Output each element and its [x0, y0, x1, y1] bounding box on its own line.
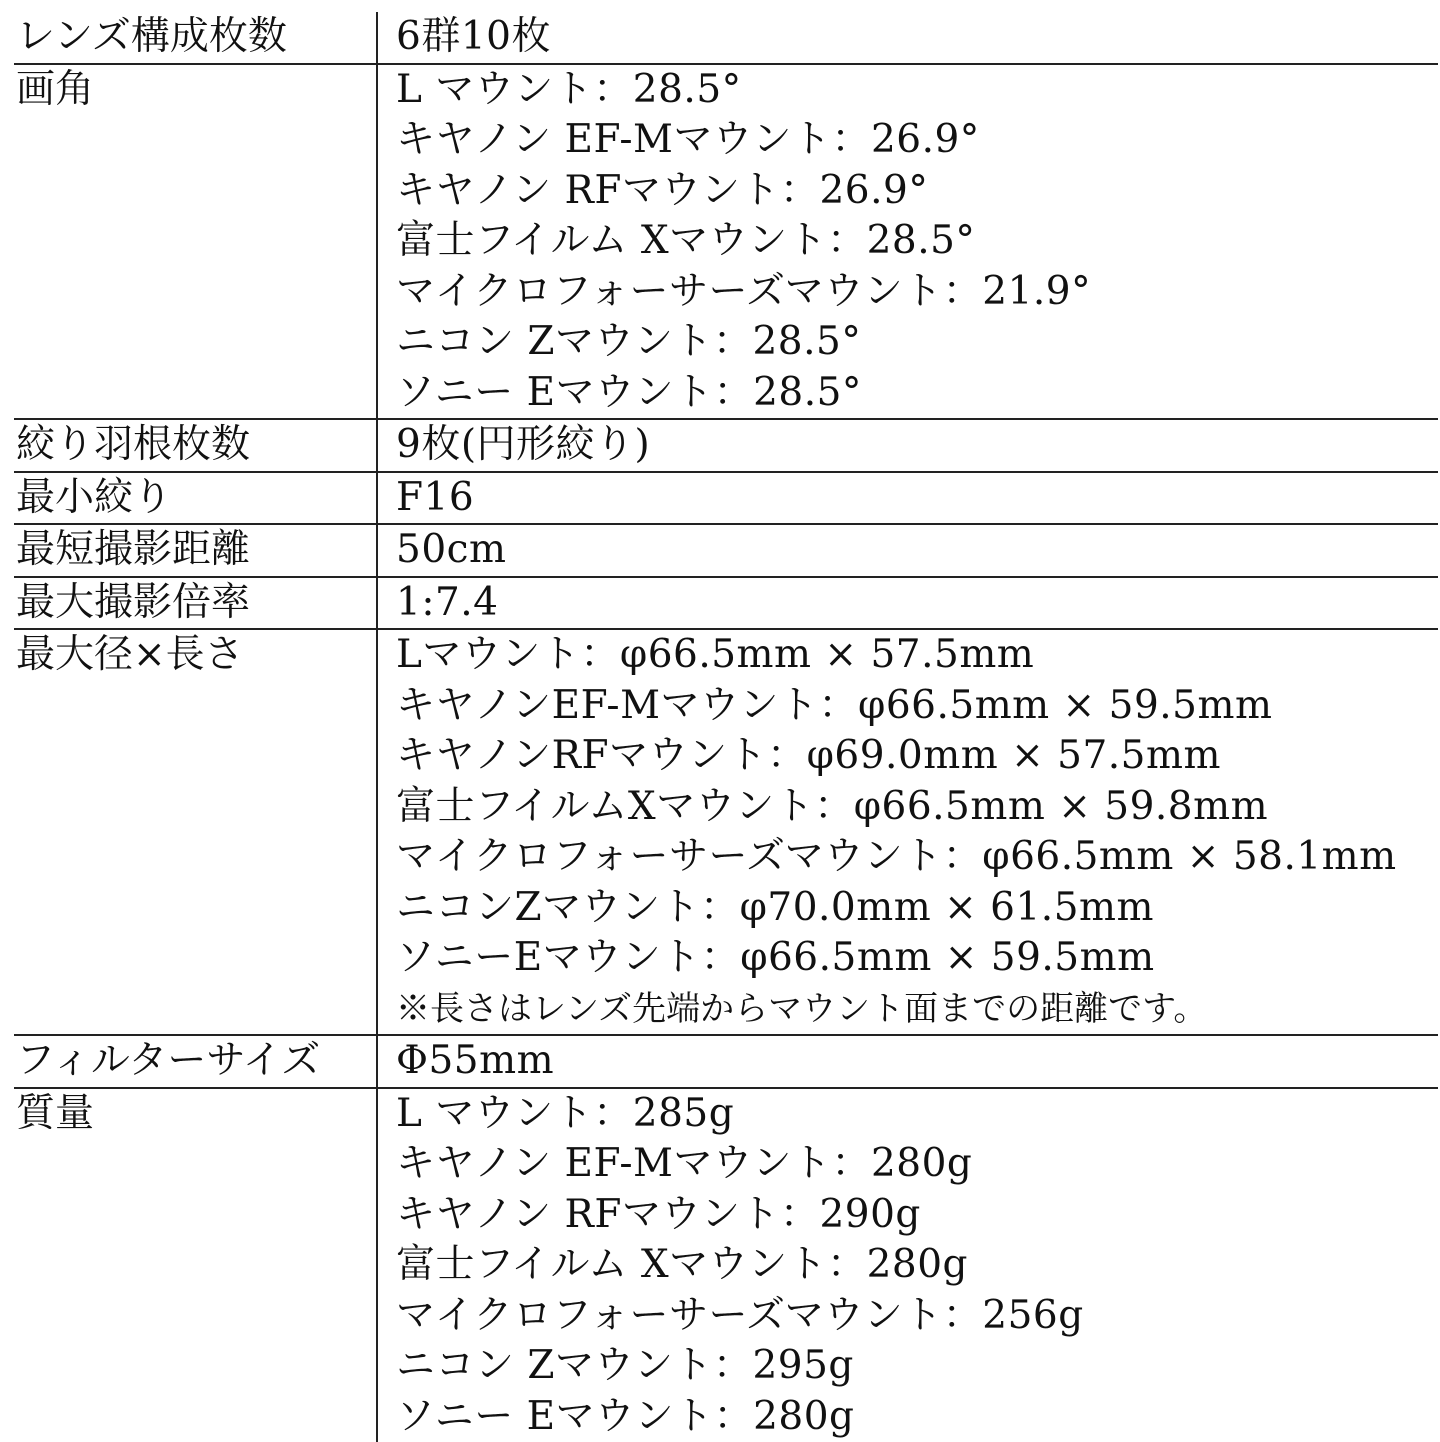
spec-values: [378, 630, 1438, 1034]
spec-row-filter-size: [14, 1036, 1438, 1089]
spec-value: 富士フイルム Xマウント：28.5°: [396, 216, 1438, 267]
spec-table: [14, 12, 1438, 1430]
spec-values: [378, 473, 1438, 524]
spec-label: 絞り羽根枚数: [14, 420, 376, 471]
spec-value: ソニーEマウント：φ66.5mm × 59.5mm: [396, 933, 1438, 984]
spec-label: 質量: [14, 1089, 376, 1442]
spec-row-aperture-blades: [14, 420, 1438, 473]
spec-row-angle-of-view: [14, 65, 1438, 421]
spec-row-dimensions: [14, 630, 1438, 1036]
spec-values: [378, 65, 1438, 419]
spec-value: Φ55mm: [396, 1036, 1438, 1087]
spec-value: 6群10枚: [396, 12, 1438, 63]
spec-values: [378, 1089, 1438, 1442]
spec-value: キヤノンRFマウント：φ69.0mm × 57.5mm: [396, 731, 1438, 782]
spec-value: 富士フイルムXマウント：φ66.5mm × 59.8mm: [396, 782, 1438, 833]
spec-label: 最小絞り: [14, 473, 376, 524]
spec-label: 画角: [14, 65, 376, 419]
spec-value: マイクロフォーサーズマウント：φ66.5mm × 58.1mm: [396, 832, 1438, 883]
spec-value: キヤノン RFマウント：290g: [396, 1190, 1438, 1241]
spec-row-minimum-aperture: [14, 473, 1438, 526]
spec-label: 最大径×長さ: [14, 630, 376, 1034]
spec-value: キヤノンEF-Mマウント：φ66.5mm × 59.5mm: [396, 681, 1438, 732]
spec-row-max-magnification: [14, 578, 1438, 631]
spec-label: レンズ構成枚数: [14, 12, 376, 63]
spec-value: ニコン Zマウント：295g: [396, 1341, 1438, 1392]
spec-value: ソニー Eマウント：28.5°: [396, 368, 1438, 419]
spec-row-lens-construction: [14, 12, 1438, 65]
spec-values: [378, 525, 1438, 576]
spec-value: 50cm: [396, 525, 1438, 576]
spec-row-weight: [14, 1089, 1438, 1442]
spec-value: ニコン Zマウント：28.5°: [396, 317, 1438, 368]
spec-value: Lマウント：φ66.5mm × 57.5mm: [396, 630, 1438, 681]
spec-values: [378, 578, 1438, 629]
spec-value: キヤノン EF-Mマウント：280g: [396, 1139, 1438, 1190]
spec-value: ソニー Eマウント：280g: [396, 1392, 1438, 1442]
spec-value: F16: [396, 473, 1438, 524]
spec-label: フィルターサイズ: [14, 1036, 376, 1087]
spec-value: マイクロフォーサーズマウント：21.9°: [396, 267, 1438, 318]
spec-values: [378, 12, 1438, 63]
spec-value: ニコンZマウント：φ70.0mm × 61.5mm: [396, 883, 1438, 934]
spec-value: キヤノン RFマウント：26.9°: [396, 166, 1438, 217]
spec-value: L マウント：28.5°: [396, 65, 1438, 116]
spec-label: 最短撮影距離: [14, 525, 376, 576]
spec-values: [378, 420, 1438, 471]
spec-value: マイクロフォーサーズマウント：256g: [396, 1291, 1438, 1342]
spec-values: [378, 1036, 1438, 1087]
spec-note: ※長さはレンズ先端からマウント面までの距離です。: [396, 984, 1438, 1035]
spec-value: 富士フイルム Xマウント：280g: [396, 1240, 1438, 1291]
spec-label: 最大撮影倍率: [14, 578, 376, 629]
spec-value: キヤノン EF-Mマウント：26.9°: [396, 115, 1438, 166]
spec-value: 1:7.4: [396, 578, 1438, 629]
spec-row-minimum-focus-distance: [14, 525, 1438, 578]
spec-value: L マウント：285g: [396, 1089, 1438, 1140]
spec-value: 9枚(円形絞り): [396, 420, 1438, 471]
